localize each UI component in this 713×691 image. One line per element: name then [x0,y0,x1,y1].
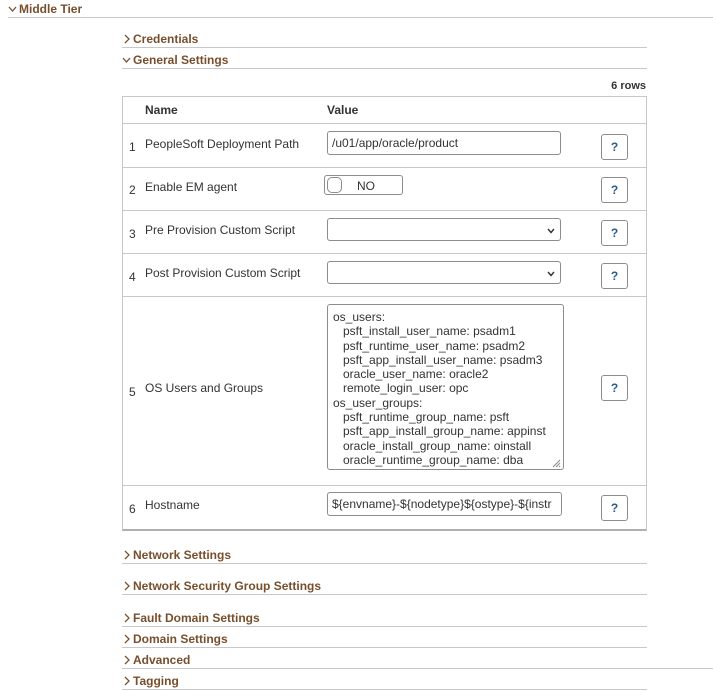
textarea-line: oracle_user_name: oracle2 [333,367,489,382]
textarea-line: os_user_groups: [333,395,423,410]
network-security-group-title: Network Security Group Settings [133,579,322,593]
os-users-groups-textarea[interactable] [327,304,564,470]
table-row [123,211,646,254]
toggle-knob [327,177,342,193]
grid-header [123,97,646,124]
chevron-right-icon [122,655,131,665]
textarea-line: oracle_runtime_group_name: dba [333,452,524,467]
advanced-title: Advanced [133,653,191,667]
column-header-name: Name [145,103,178,117]
tagging-header[interactable] [122,673,647,690]
textarea-line: psft_runtime_user_name: psadm2 [333,338,526,353]
middle-tier-header[interactable] [8,0,713,18]
tagging-title: Tagging [133,674,179,688]
fault-domain-settings-header[interactable] [122,610,647,627]
domain-settings-title: Domain Settings [133,632,228,646]
row-number: 5 [129,385,136,399]
textarea-line: oracle_install_group_name: oinstall [333,438,532,453]
general-settings-grid [122,96,647,531]
network-security-group-header[interactable] [122,578,647,595]
deployment-path-input[interactable]: /u01/app/oracle/product [327,131,561,155]
table-row [123,254,646,297]
table-row [123,168,646,211]
textarea-line: psft_install_user_name: psadm1 [333,324,516,339]
row-label: Pre Provision Custom Script [145,223,296,237]
middle-tier-title: Middle Tier [19,1,83,16]
textarea-line: remote_login_user: opc [333,381,469,396]
table-row [123,297,646,486]
textarea-line: psft_runtime_group_name: psft [333,410,510,425]
help-button[interactable]: ? [601,375,628,401]
row-number: 4 [129,270,136,284]
network-settings-title: Network Settings [133,548,232,562]
row-label: Hostname [145,498,200,512]
credentials-header[interactable] [122,31,647,48]
chevron-down-icon [546,225,556,235]
chevron-right-icon [122,581,131,591]
chevron-right-icon [122,34,131,44]
credentials-title: Credentials [133,32,199,46]
row-label: Post Provision Custom Script [145,266,301,280]
advanced-header[interactable] [122,652,713,669]
help-button[interactable]: ? [601,134,628,160]
column-header-value: Value [327,103,359,117]
network-settings-header[interactable] [122,547,647,564]
chevron-down-icon [546,268,556,278]
enable-em-agent-toggle[interactable] [324,175,403,195]
row-number: 2 [129,183,136,197]
chevron-down-icon [8,4,17,14]
row-number: 6 [129,502,136,516]
fault-domain-settings-title: Fault Domain Settings [133,611,260,625]
textarea-line: os_users: [333,310,386,324]
help-button[interactable]: ? [601,177,628,203]
help-button[interactable]: ? [601,263,628,289]
post-provision-script-select[interactable] [327,261,561,284]
help-button[interactable]: ? [601,495,628,521]
pre-provision-script-select[interactable] [327,218,561,241]
row-label: PeopleSoft Deployment Path [145,137,300,151]
textarea-line: psft_app_install_user_name: psadm3 [333,352,543,367]
resize-grip-icon[interactable] [551,457,561,467]
row-number: 3 [129,227,136,241]
general-settings-title: General Settings [133,53,229,67]
general-settings-header[interactable] [122,52,647,69]
hostname-input[interactable]: ${envname}-${nodetype}${ostype}-${instr [327,492,562,516]
row-label: OS Users and Groups [145,381,264,395]
chevron-right-icon [122,676,131,686]
domain-settings-header[interactable] [122,631,647,648]
table-row [123,124,646,168]
row-number: 1 [129,140,136,154]
toggle-label: NO [357,179,375,193]
chevron-down-icon [122,55,131,65]
textarea-line: psft_app_install_group_name: appinst [333,424,546,439]
chevron-right-icon [122,613,131,623]
rows-count: 6 rows [611,80,646,92]
help-button[interactable]: ? [601,220,628,246]
chevron-right-icon [122,550,131,560]
chevron-right-icon [122,634,131,644]
row-label: Enable EM agent [145,180,238,194]
table-row [123,486,646,530]
